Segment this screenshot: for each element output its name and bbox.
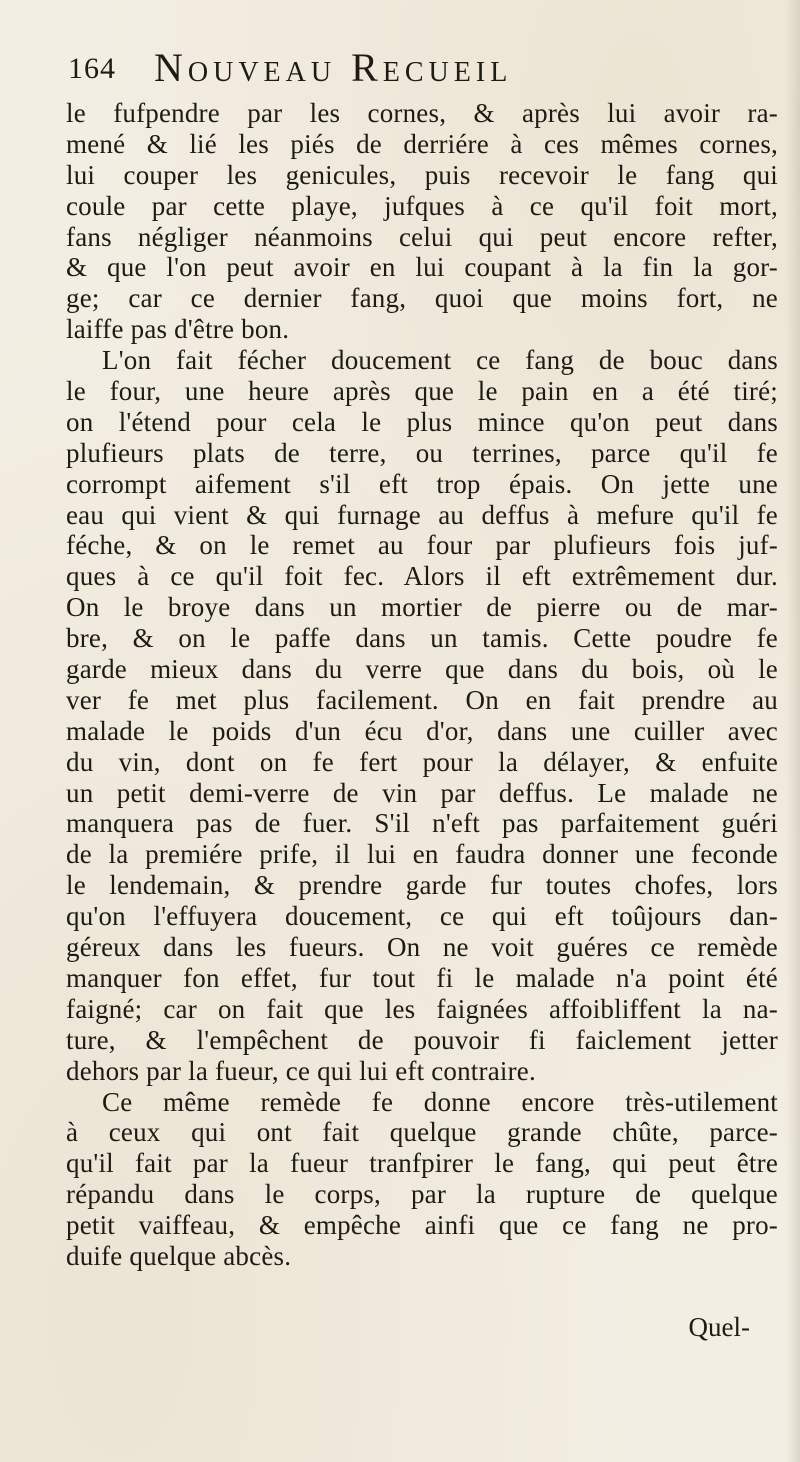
text-line: petit vaiffeau, & empêche ainfi que ce fang ne pro- (66, 1210, 778, 1241)
text-line: géreux dans les fueurs. On ne voit guéres ce remède (66, 932, 778, 963)
text-line: dehors par la fueur, ce qui lui eft contraire. (66, 1055, 536, 1086)
text-line: plufieurs plats de terre, ou terrines, parce qu'il fe (66, 437, 778, 468)
text-line: faigné; car on fait que les faignées affoibliffent la na- (66, 993, 778, 1024)
text-line: On le broye dans un mortier de pierre ou de mar- (66, 592, 778, 623)
text-line: ques à ce qu'il foit fec. Alors il eft extrêmement dur. (66, 561, 778, 592)
text-line: ver fe met plus facilement. On en fait prendre au (66, 684, 778, 715)
text-line: eau qui vient & qui furnage au deffus à mefure qu'il fe (66, 499, 778, 530)
catchword: Quel- (688, 1312, 750, 1342)
text-line: un petit demi-verre de vin par deffus. Le malade ne (66, 777, 778, 808)
text-line: mené & lié les piés de derriére à ces mêmes cornes, (66, 128, 778, 159)
page-header (68, 44, 768, 94)
text-line: laiffe pas d'être bon. (66, 314, 290, 345)
text-line: le four, une heure après que le pain en a été tiré; (66, 376, 778, 407)
text-line: le lendemain, & prendre garde fur toutes chofes, lors (66, 870, 778, 901)
text-line: & que l'on peut avoir en lui coupant à la fin la gor- (66, 252, 778, 283)
text-line: répandu dans le corps, par la rupture de quelque (66, 1179, 778, 1210)
text-line: duife quelque abcès. (66, 1240, 292, 1271)
text-line: fans négliger néanmoins celui qui peut encore refter, (66, 221, 778, 252)
text-line: à ceux qui ont fait quelque grande chûte, parce- (66, 1117, 778, 1148)
text-line: qu'il fait par la fueur tranfpirer le fang, qui peut être (66, 1148, 778, 1179)
text-line: Ce même remède fe donne encore très-utilement (102, 1086, 778, 1117)
running-title: Nouveau Recueil (154, 45, 513, 90)
text-line: le fufpendre par les cornes, & après lui avoir ra- (66, 98, 778, 128)
body-text (66, 98, 778, 1272)
text-line: on l'étend pour cela le plus mince qu'on peut dans (66, 406, 778, 437)
text-line: manquera pas de fuer. S'il n'eft pas parfaitement guéri (66, 808, 778, 839)
text-line: du vin, dont on fe fert pour la délayer, & enfuite (66, 746, 778, 777)
text-line: corrompt aifement s'il eft trop épais. On jette une (66, 468, 778, 499)
text-line: garde mieux dans du verre que dans du bois, où le (66, 654, 778, 685)
page-number: 164 (68, 52, 116, 85)
text-line: ture, & l'empêchent de pouvoir fi faiclement jetter (66, 1024, 778, 1055)
text-line: malade le poids d'un écu d'or, dans une cuiller avec (66, 715, 778, 746)
text-line: qu'on l'effuyera doucement, ce qui eft toûjours dan- (66, 901, 778, 932)
text-line: bre, & on le paffe dans un tamis. Cette poudre fe (66, 623, 778, 654)
text-line: féche, & on le remet au four par plufieurs fois juf- (66, 530, 778, 561)
text-line: manquer fon effet, fur tout fi le malade n'a point été (66, 962, 778, 993)
text-line: coule par cette playe, jufques à ce qu'il foit mort, (66, 190, 778, 221)
text-line: de la premiére prife, il lui en faudra donner une feconde (66, 839, 778, 870)
page-edge-shadow (786, 0, 800, 1462)
text-line: L'on fait fécher doucement ce fang de bouc dans (102, 345, 778, 376)
text-line: lui couper les genicules, puis recevoir le fang qui (66, 159, 778, 190)
text-line: ge; car ce dernier fang, quoi que moins fort, ne (66, 283, 778, 314)
